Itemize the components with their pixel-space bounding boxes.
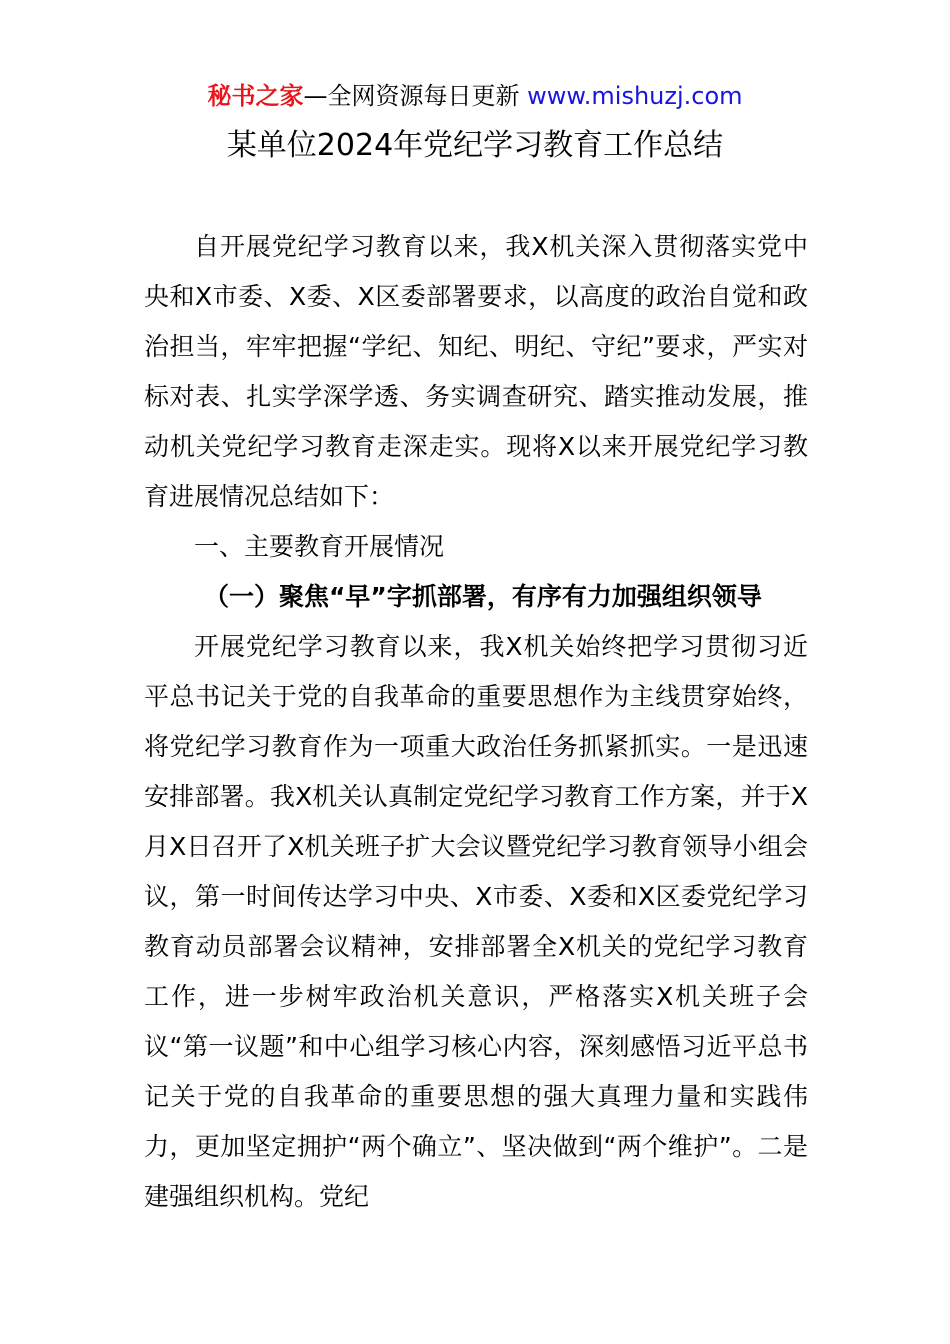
subsection-heading: （一）聚焦“早”字抓部署，有序有力加强组织领导 <box>204 582 762 611</box>
intro-paragraph: 自开展党纪学习教育以来，我X机关深入贯彻落实党中央和X市委、X委、X区委部署要求，以高度的政治自觉和政治担当，牢牢把握“学纪、知纪、明纪、守纪”要求，严实对标对表、扎实学深学透、务实调查研究、踏实推动发展，推动机关党纪学习教育走深走实。现将X以来开展党纪学习教育进展情况总结如下： <box>144 232 808 511</box>
site-url-link[interactable]: www.mishuzj.com <box>527 82 743 110</box>
body-paragraph: 开展党纪学习教育以来，我X机关始终把学习贯彻习近平总书记关于党的自我革命的重要思想作为主线贯穿始终，将党纪学习教育作为一项重大政治任务抓紧抓实。一是迅速安排部署。我X机关认真制定党纪学习教育工作方案，并于X月X日召开了X机关班子扩大会议暨党纪学习教育领导小组会议，第一时间传达学习中央、X市委、X委和X区委党纪学习教育动员部署会议精神，安排部署全X机关的党纪学习教育工作，进一步树牢政治机关意识，严格落实X机关班子会议“第一议题”和中心组学习核心内容，深刻感悟习近平总书记关于党的自我革命的重要思想的强大真理力量和实践伟力，更加坚定拥护“两个确立”、坚决做到“两个维护”。二是建强组织机构。党纪 <box>144 632 808 1211</box>
header-tagline: —全网资源每日更新 <box>303 82 520 110</box>
brand-name: 秘书之家 <box>207 82 304 110</box>
section-heading: 一、主要教育开展情况 <box>194 532 445 561</box>
site-header <box>0 80 950 112</box>
document-title: 某单位2024年党纪学习教育工作总结 <box>226 128 724 163</box>
document-body <box>144 222 808 1222</box>
